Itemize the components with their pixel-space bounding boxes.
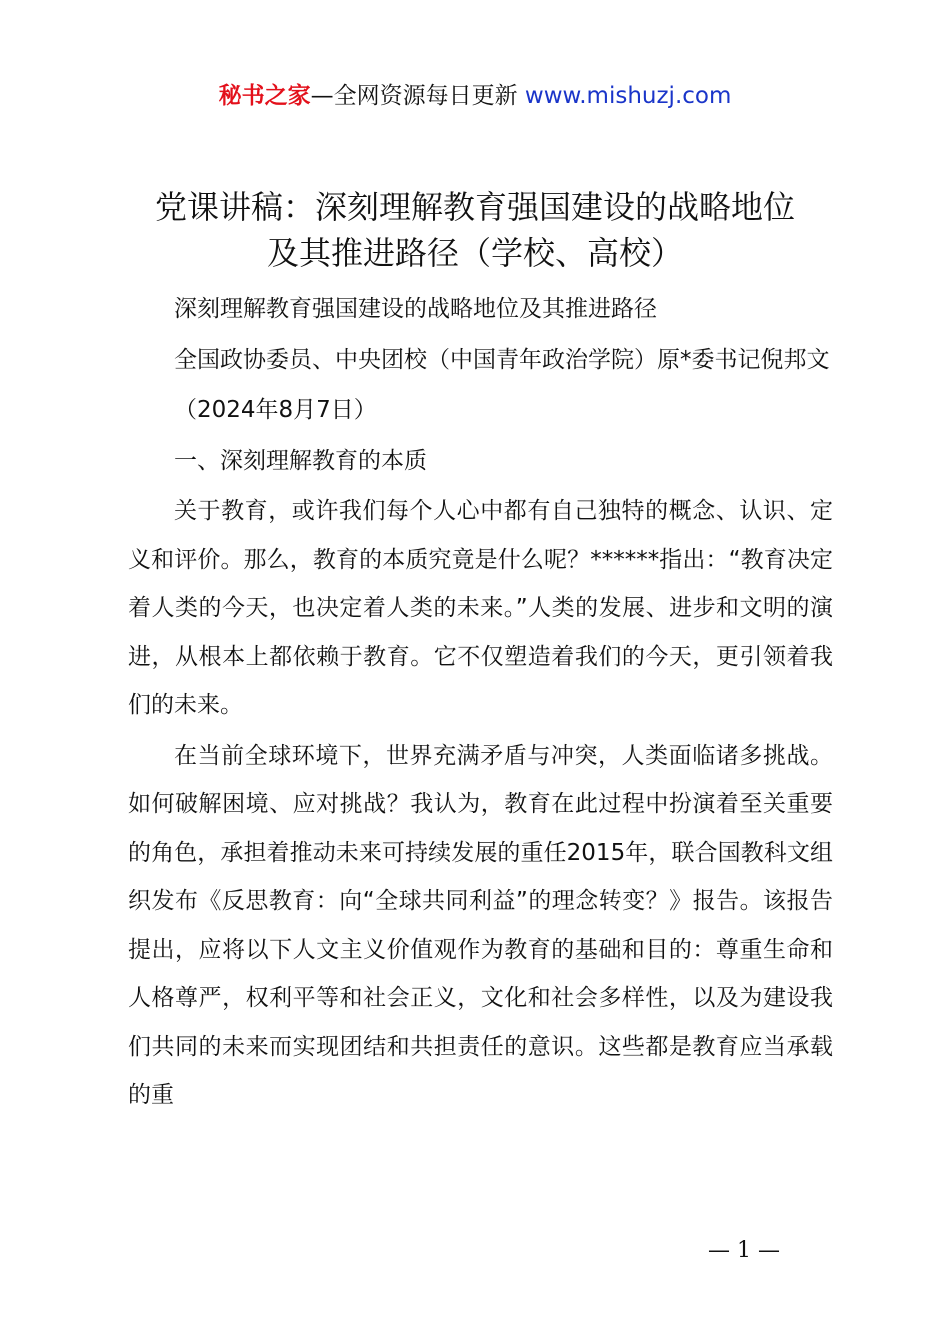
date-line: （2024年8月7日） xyxy=(174,397,377,423)
section-heading: 一、深刻理解教育的本质 xyxy=(174,447,427,474)
site-tagline: —全网资源每日更新 xyxy=(310,83,518,109)
author-line: 全国政协委员、中央团校（中国青年政治学院）原*委书记倪邦文 xyxy=(174,346,830,373)
document-body xyxy=(128,285,833,1122)
site-url-link[interactable]: www.mishuzj.com xyxy=(524,83,732,109)
site-brand: 秘书之家 xyxy=(218,83,311,109)
paragraph: 关于教育，或许我们每个人心中都有自己独特的概念、认识、定义和评价。那么，教育的本质究竟是什么呢？******指出：“教育决定着人类的今天，也决定着人类的未来。”人类的发展、进步和文明的演进，从根本上都依赖于教育。它不仅塑造着我们的今天，更引领着我们的未来。 xyxy=(128,498,833,718)
page-number: — 1 — xyxy=(708,1238,780,1263)
title-line-1: 党课讲稿：深刻理解教育强国建设的战略地位 xyxy=(154,188,795,226)
document-subtitle: 深刻理解教育强国建设的战略地位及其推进路径 xyxy=(174,296,657,322)
paragraph: 在当前全球环境下，世界充满矛盾与冲突，人类面临诸多挑战。如何破解困境、应对挑战？我认为，教育在此过程中扮演着至关重要的角色，承担着推动未来可持续发展的重任2015年，联合国教科文组织发布《反思教育：向“全球共同利益”的理念转变？》报告。该报告提出，应将以下人文主义价值观作为教育的基础和目的：尊重生命和人格尊严，权利平等和社会正义，文化和社会多样性，以及为建设我们共同的未来而实现团结和共担责任的意识。这些都是教育应当承载的重 xyxy=(128,742,833,1108)
site-header xyxy=(0,80,950,112)
title-line-2: 及其推进路径（学校、高校） xyxy=(266,234,683,272)
document-title xyxy=(100,184,850,276)
